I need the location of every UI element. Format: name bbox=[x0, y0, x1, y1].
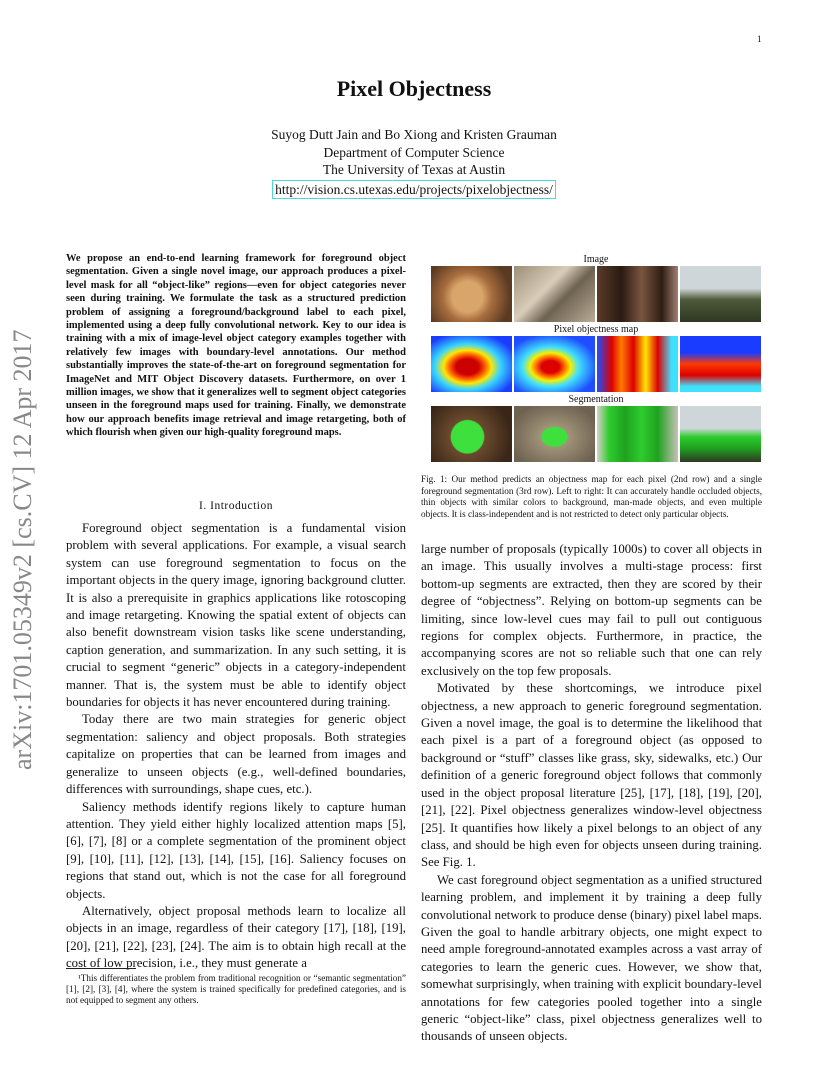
author-block bbox=[0, 126, 828, 199]
figure-1-caption: Fig. 1: Our method predicts an objectness map for each pixel (2nd row) and a single foreground segmentation (3rd row). Left to right: It can accurately handle occluded objects, thin objects with similar colors to background, man-made objects, and even multiple objects. It is class-independent and is not restricted to detect only particular objects. bbox=[421, 474, 762, 519]
image-bird-on-branch bbox=[514, 266, 595, 322]
image-chess-pieces bbox=[597, 266, 678, 322]
paper-title: Pixel Objectness bbox=[336, 76, 492, 101]
abstract: We propose an end-to-end learning framework for foreground object segmentation. Given a single novel image, our approach produces a pixel-level mask for all “object-like” regions—even for object categories never seen during training. We formulate the task as a structured prediction problem of assigning a foreground/background label to each pixel, implemented using a deep fully convolutional network. Key to our idea is training with a mix of image-level object category examples together with relatively few images with boundary-level annotations. Our method substantially improves the state-of-the-art on foreground segmentation for ImageNet and MIT Object Discovery datasets. Furthermore, on over 1 million images, we show that it generalizes well to segment object categories unseen in the foreground maps used for training. Finally, we demonstrate how our approach benefits image retrieval and image retargeting, both of which flourish when given our high-quality foreground maps. bbox=[66, 253, 406, 439]
footnote-rule bbox=[66, 968, 136, 969]
right-paragraph-3: We cast foreground object segmentation as a unified structured learning problem, and implement it by training a deep fully convolutional network to produce dense (binary) pixel label maps. Given the goal to handle arbitrary objects, one might expect to need ample foreground-annotated examples across a vast array of categories to learn the generic cues. However, we show that, somewhat surprisingly, when training with explicit boundary-level annotations for few categories pooled together into a single generic “object-like” class, pixel objectness generalizes well to thousands of unseen objects. bbox=[421, 872, 762, 1044]
segmentation-lion bbox=[431, 406, 512, 462]
intro-paragraph-1: Foreground object segmentation is a fundamental vision problem with several applications. For example, a visual search system can use foreground segmentation to focus on the important objects in the query image, ignoring background clutter. It is also a prerequisite in graphics applications like rotoscoping and image retargeting. Knowing the spatial extent of objects can also benefit downstream vision tasks like scene understanding, caption generation, and summarization. In any such setting, it is crucial to segment “generic” objects in a category-independent manner. That is, the system must be able to identify object boundaries for objects it has never encountered during training. bbox=[66, 521, 406, 710]
figure-label-objectness-map: Pixel objectness map bbox=[553, 324, 639, 335]
segmentation-cannon bbox=[680, 406, 761, 462]
objectness-map-lion bbox=[431, 336, 512, 392]
figure-row-segmentations bbox=[431, 406, 761, 462]
intro-paragraph-3: Saliency methods identify regions likely to capture human attention. They yield either highly localized attention maps [5], [6], [7], [8] or a complete segmentation of the prominent object [9], [10], [11], [12], [13], [14], [15], [16]. Saliency focuses on regions that stand out, which is not the case for all foreground objects. bbox=[66, 799, 406, 901]
authors: Suyog Dutt Jain and Bo Xiong and Kristen Grauman bbox=[271, 127, 557, 142]
footnote: ¹This differentiates the problem from traditional recognition or “semantic segmentation” [1], [2], [3], [4], where the system is trained specifically for predefined categories, and is not equipped to segment any others. bbox=[66, 973, 406, 1006]
objectness-map-bird bbox=[514, 336, 595, 392]
affiliation-university: The University of Texas at Austin bbox=[322, 162, 506, 177]
figure-row-objectness-maps bbox=[431, 336, 761, 392]
objectness-map-chess bbox=[597, 336, 678, 392]
segmentation-bird bbox=[514, 406, 595, 462]
image-cannon-soldiers bbox=[680, 266, 761, 322]
objectness-map-cannon bbox=[680, 336, 761, 392]
project-url-link[interactable]: http://vision.cs.utexas.edu/projects/pixelobjectness/ bbox=[272, 180, 556, 200]
segmentation-chess bbox=[597, 406, 678, 462]
page-number: 1 bbox=[757, 34, 762, 44]
left-column bbox=[66, 520, 406, 973]
right-column bbox=[421, 541, 762, 1046]
arxiv-stamp: arXiv:1701.05349v2 [cs.CV] 12 Apr 2017 bbox=[8, 329, 37, 770]
figure-label-segmentation: Segmentation bbox=[568, 394, 624, 405]
figure-label-image: Image bbox=[583, 254, 609, 265]
section-heading-introduction: I. Introduction bbox=[199, 500, 273, 512]
intro-paragraph-2: Today there are two main strategies for generic object segmentation: saliency and object proposals. Both strategies capitalize on properties that can be learned from images and generalize to unseen objects (e.g., well-defined boundaries, differences with surroundings, shape cues, etc.). bbox=[66, 712, 406, 797]
image-lion-cub bbox=[431, 266, 512, 322]
right-paragraph-1: large number of proposals (typically 1000s) to cover all objects in an image. This usually involves a multi-stage process: first bottom-up segments are extracted, then they are scored by their degree of “objectness”. Relying on bottom-up segments can be limiting, since low-level cues may fail to pull out contiguous regions for complex objects. Furthermore, in practice, the accompanying scores are not so reliable such that one can rely exclusively on the top few proposals. bbox=[421, 542, 762, 678]
intro-paragraph-4: Alternatively, object proposal methods learn to localize all objects in an image, regardless of their category [17], [18], [19], [20], [21], [22], [23], [24]. The aim is to obtain high recall at the cost of low precision, i.e., they must generate a bbox=[66, 903, 406, 971]
figure-row-images bbox=[431, 266, 761, 322]
affiliation-department: Department of Computer Science bbox=[323, 144, 505, 160]
right-paragraph-2: Motivated by these shortcomings, we introduce pixel objectness, a new approach to generic foreground segmentation. Given a novel image, the goal is to determine the likelihood that each pixel is a part of a foreground object (as opposed to background or “stuff” classes like grass, sky, sidewalks, etc.) Our definition of a generic foreground object follows that commonly used in the object proposal literature [25], [17], [18], [19], [20], [21], [22]. Pixel objectness generalizes window-level objectness [25]. It quantifies how likely a pixel belongs to an object of any class, and should be high even for objects unseen during training. See Fig. 1. bbox=[421, 681, 762, 870]
